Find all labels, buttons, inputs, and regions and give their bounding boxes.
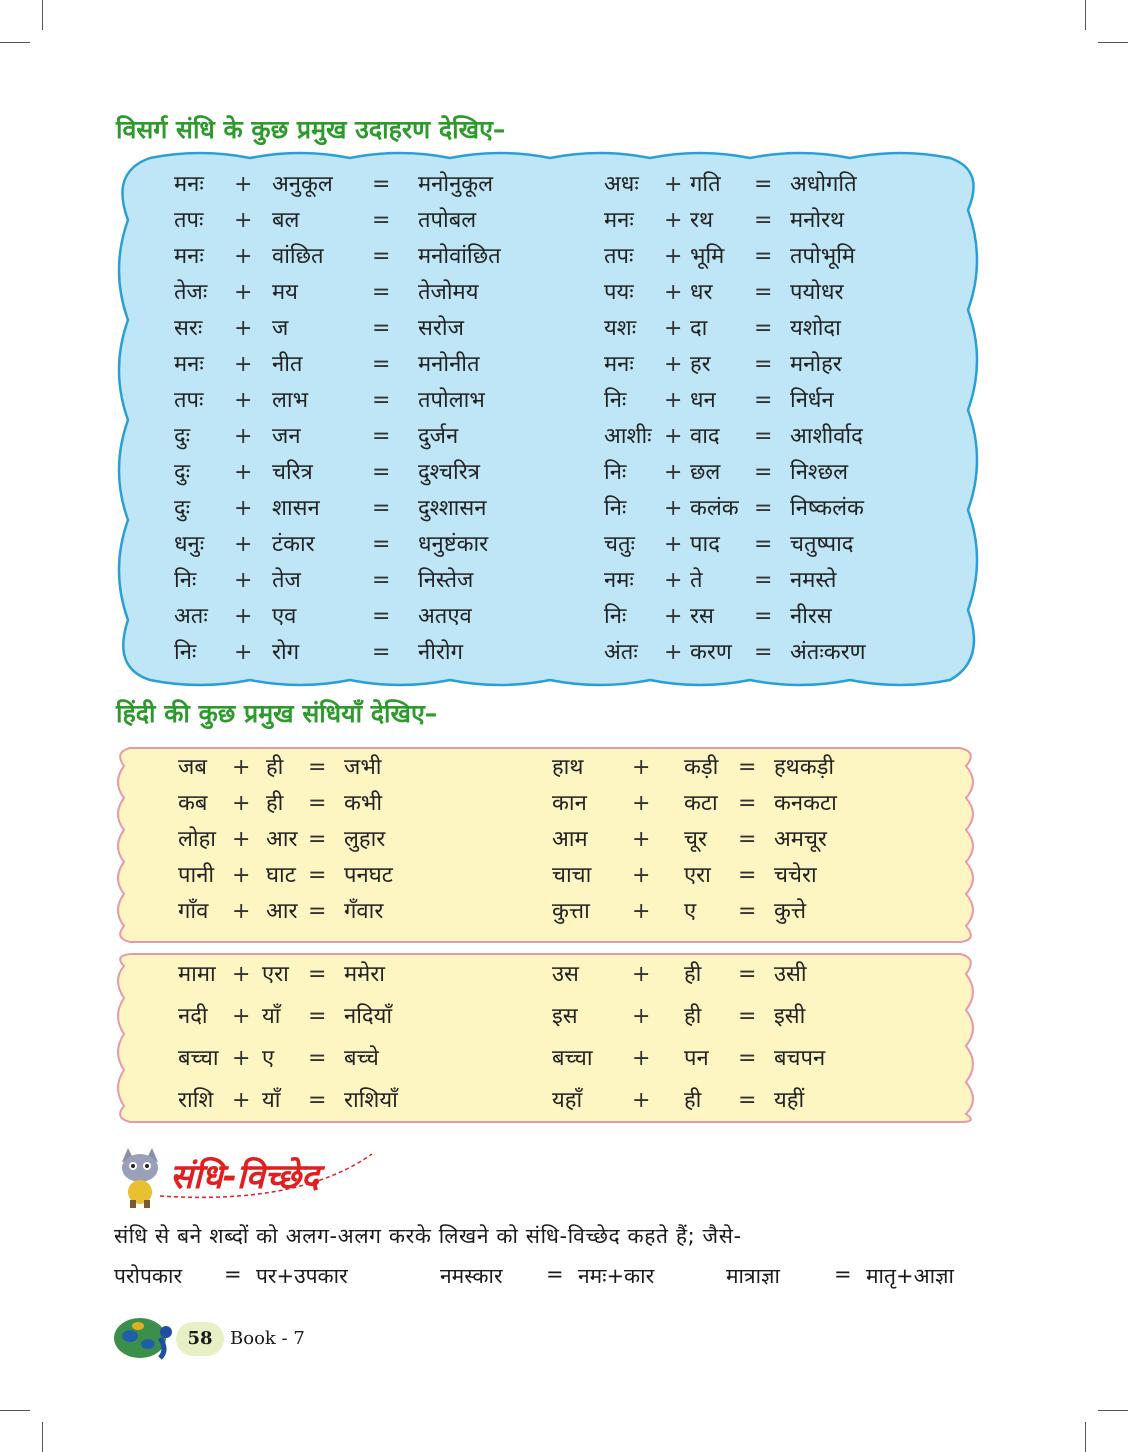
- equals-sign: =: [754, 604, 773, 629]
- sandhi-row: [0, 204, 1128, 238]
- plus-sign: +: [232, 1088, 251, 1113]
- result-left: तपोलाभ: [418, 388, 485, 413]
- equals-sign: =: [754, 640, 773, 665]
- result-left: अतएव: [418, 604, 472, 629]
- result-left: निस्तेज: [418, 568, 474, 593]
- sandhi-row: [0, 564, 1128, 598]
- equals-sign: =: [308, 863, 327, 888]
- equals-sign: =: [754, 424, 773, 449]
- plus-sign: +: [234, 352, 253, 377]
- plus-sign: +: [234, 568, 253, 593]
- plus-sign: +: [664, 532, 683, 557]
- term-right-1: मनः: [604, 352, 634, 377]
- equals-sign: =: [738, 755, 757, 780]
- term-left-2: एव: [272, 604, 297, 629]
- term-left-2: ज: [272, 316, 289, 341]
- sandhi-viched-title: संधि-विच्छेद: [170, 1157, 319, 1197]
- example-word: मात्राज्ञा: [726, 1264, 780, 1288]
- equals-sign: =: [754, 568, 773, 593]
- equals-sign: =: [754, 244, 773, 269]
- equals-sign: =: [738, 791, 757, 816]
- term-left-2: वांछित: [272, 244, 324, 269]
- example-word: परोपकार: [114, 1264, 183, 1288]
- plus-sign: +: [664, 280, 683, 305]
- cat-mascot-icon: [112, 1148, 168, 1208]
- result-right: कनकटा: [774, 791, 837, 816]
- term-left-1: लोहा: [178, 827, 216, 852]
- term-right-2: धन: [690, 388, 716, 413]
- result-left: जभी: [344, 755, 382, 780]
- equals-sign: =: [308, 962, 327, 987]
- term-right-1: निः: [604, 388, 627, 413]
- term-left-1: दुः: [174, 424, 191, 449]
- result-right: निष्कलंक: [790, 496, 864, 521]
- visarga-heading: विसर्ग संधि के कुछ प्रमुख उदाहरण देखिए–: [116, 115, 506, 144]
- equals-sign: =: [754, 460, 773, 485]
- hindi-heading: हिंदी की कुछ प्रमुख संधियाँ देखिए–: [116, 699, 438, 728]
- term-right-2: वाद: [690, 424, 720, 449]
- result-right: चचेरा: [774, 863, 817, 888]
- equals-sign: =: [308, 1046, 327, 1071]
- result-left: दुश्शासन: [418, 496, 487, 521]
- result-right: अधोगति: [790, 172, 857, 197]
- term-left-2: ए: [262, 1046, 275, 1071]
- equals-sign: =: [754, 532, 773, 557]
- term-right-1: कान: [552, 791, 587, 816]
- equals-sign: =: [754, 496, 773, 521]
- result-left: नीरोग: [418, 640, 463, 665]
- result-left: नदियाँ: [344, 1004, 393, 1029]
- result-right: कुत्ते: [774, 899, 807, 924]
- plus-sign: +: [632, 962, 651, 987]
- result-right: उसी: [774, 962, 807, 987]
- plus-sign: +: [632, 899, 651, 924]
- equals-sign: =: [738, 827, 757, 852]
- term-right-1: अधः: [604, 172, 639, 197]
- term-left-1: मामा: [178, 962, 216, 987]
- term-right-2: रथ: [690, 208, 714, 233]
- term-right-2: हर: [690, 352, 711, 377]
- term-left-2: टंकार: [272, 532, 315, 557]
- term-right-1: निः: [604, 604, 627, 629]
- term-right-2: कटा: [684, 791, 718, 816]
- plus-sign: +: [234, 424, 253, 449]
- sandhi-row: [0, 348, 1128, 382]
- term-left-2: याँ: [262, 1004, 281, 1029]
- term-left-2: चरित्र: [272, 460, 313, 485]
- term-right-1: इस: [552, 1004, 578, 1029]
- equals-sign: =: [372, 244, 391, 269]
- plus-sign: +: [234, 280, 253, 305]
- equals-sign: =: [308, 791, 327, 816]
- term-left-2: आर: [266, 899, 298, 924]
- term-right-2: एरा: [684, 863, 711, 888]
- term-right-1: निः: [604, 496, 627, 521]
- term-left-1: धनुः: [174, 532, 205, 557]
- term-left-2: शासन: [272, 496, 320, 521]
- result-left: बच्चे: [344, 1046, 379, 1071]
- term-left-2: जन: [272, 424, 301, 449]
- result-right: इसी: [774, 1004, 806, 1029]
- equals-sign: =: [308, 899, 327, 924]
- example-split: पर+उपकार: [256, 1264, 348, 1288]
- plus-sign: +: [632, 791, 651, 816]
- plus-sign: +: [232, 827, 251, 852]
- term-right-2: ते: [690, 568, 703, 593]
- result-left: सरोज: [418, 316, 464, 341]
- result-left: दुर्जन: [418, 424, 459, 449]
- equals-sign: =: [738, 863, 757, 888]
- result-left: ममेरा: [344, 962, 386, 987]
- term-left-2: अनुकूल: [272, 172, 333, 197]
- term-left-1: कब: [178, 791, 208, 816]
- result-right: निर्धन: [790, 388, 834, 413]
- term-right-2: दा: [690, 316, 708, 341]
- term-right-2: कलंक: [690, 496, 739, 521]
- plus-sign: +: [664, 208, 683, 233]
- sandhi-viched-definition: संधि से बने शब्दों को अलग-अलग करके लिखने को संधि-विच्छेद कहते हैं; जैसे-: [114, 1224, 742, 1248]
- sandhi-row: [0, 636, 1128, 670]
- result-right: नमस्ते: [790, 568, 837, 593]
- plus-sign: +: [234, 640, 253, 665]
- term-right-1: मनः: [604, 208, 634, 233]
- result-left: राशियाँ: [344, 1088, 398, 1113]
- term-right-1: कुत्ता: [552, 899, 590, 924]
- result-left: तपोबल: [418, 208, 477, 233]
- term-left-1: नदी: [178, 1004, 208, 1029]
- sandhi-row: [0, 823, 1128, 857]
- plus-sign: +: [232, 863, 251, 888]
- plus-sign: +: [664, 388, 683, 413]
- equals-sign: =: [738, 962, 757, 987]
- equals-sign: =: [738, 1088, 757, 1113]
- plus-sign: +: [664, 244, 683, 269]
- plus-sign: +: [234, 316, 253, 341]
- plus-sign: +: [232, 755, 251, 780]
- sandhi-row: [0, 420, 1128, 454]
- plus-sign: +: [664, 568, 683, 593]
- result-right: पयोधर: [790, 280, 844, 305]
- example-split: नमः+कार: [578, 1264, 655, 1288]
- term-left-1: निः: [174, 568, 197, 593]
- result-right: मनोहर: [790, 352, 842, 377]
- plus-sign: +: [234, 172, 253, 197]
- term-right-2: गति: [690, 172, 721, 197]
- sandhi-row: [0, 456, 1128, 490]
- term-left-1: जब: [178, 755, 207, 780]
- peacock-icon: [114, 1318, 172, 1358]
- equals-sign: =: [754, 316, 773, 341]
- plus-sign: +: [632, 863, 651, 888]
- plus-sign: +: [232, 791, 251, 816]
- term-left-1: पानी: [178, 863, 215, 888]
- equals-sign: =: [738, 899, 757, 924]
- equals-sign: =: [372, 496, 391, 521]
- plus-sign: +: [664, 352, 683, 377]
- term-right-2: ए: [684, 899, 697, 924]
- term-right-2: रस: [690, 604, 714, 629]
- term-right-2: ही: [684, 1004, 702, 1029]
- equals-sign: =: [372, 208, 391, 233]
- term-left-2: एरा: [262, 962, 289, 987]
- term-right-2: कड़ी: [684, 755, 719, 780]
- term-left-1: दुः: [174, 496, 191, 521]
- plus-sign: +: [232, 899, 251, 924]
- term-right-2: धर: [690, 280, 713, 305]
- term-left-2: आर: [266, 827, 298, 852]
- term-right-1: आशीः: [604, 424, 652, 449]
- equals-sign: =: [372, 532, 391, 557]
- term-left-2: लाभ: [272, 388, 309, 413]
- term-left-1: बच्चा: [178, 1046, 219, 1071]
- equals-sign: =: [372, 460, 391, 485]
- equals-sign: =: [738, 1046, 757, 1071]
- term-left-1: गाँव: [178, 899, 209, 924]
- sandhi-row: [0, 895, 1128, 929]
- result-right: चतुष्पाद: [790, 532, 854, 557]
- term-left-1: अतः: [174, 604, 208, 629]
- result-left: मनोनीत: [418, 352, 480, 377]
- equals-sign: =: [754, 280, 773, 305]
- term-right-2: भूमि: [690, 244, 725, 269]
- sandhi-row: [0, 859, 1128, 893]
- term-right-1: आम: [552, 827, 588, 852]
- term-right-1: अंतः: [604, 640, 638, 665]
- term-left-2: ही: [266, 755, 284, 780]
- term-left-2: ही: [266, 791, 284, 816]
- result-left: गँवार: [344, 899, 384, 924]
- plus-sign: +: [234, 208, 253, 233]
- equals-sign: =: [372, 640, 391, 665]
- term-right-2: ही: [684, 962, 702, 987]
- plus-sign: +: [664, 424, 683, 449]
- sandhi-row: [0, 528, 1128, 562]
- term-left-1: मनः: [174, 244, 204, 269]
- plus-sign: +: [632, 755, 651, 780]
- term-right-2: पाद: [690, 532, 720, 557]
- plus-sign: +: [234, 460, 253, 485]
- equals-sign: =: [308, 1004, 327, 1029]
- sandhi-row: [0, 600, 1128, 634]
- equals-sign: =: [308, 755, 327, 780]
- sandhi-row: [0, 787, 1128, 821]
- plus-sign: +: [234, 604, 253, 629]
- equals-sign: =: [372, 568, 391, 593]
- sandhi-row: [0, 276, 1128, 310]
- equals-sign: =: [738, 1004, 757, 1029]
- plus-sign: +: [632, 827, 651, 852]
- result-left: पनघट: [344, 863, 393, 888]
- equals-sign: =: [372, 388, 391, 413]
- example-word: नमस्कार: [440, 1264, 503, 1288]
- term-left-2: मय: [272, 280, 298, 305]
- term-left-2: घाट: [266, 863, 296, 888]
- term-right-1: नमः: [604, 568, 634, 593]
- result-right: नीरस: [790, 604, 832, 629]
- result-left: लुहार: [344, 827, 386, 852]
- equals-sign: =: [372, 316, 391, 341]
- plus-sign: +: [234, 244, 253, 269]
- term-left-1: निः: [174, 640, 197, 665]
- result-right: हथकड़ी: [774, 755, 835, 780]
- result-right: यहीं: [774, 1088, 805, 1113]
- sandhi-row: [0, 1084, 1128, 1118]
- sandhi-row: [0, 1042, 1128, 1076]
- result-right: निश्छल: [790, 460, 848, 485]
- sandhi-row: [0, 492, 1128, 526]
- plus-sign: +: [632, 1004, 651, 1029]
- result-left: दुश्चरित्र: [418, 460, 480, 485]
- sandhi-row: [0, 751, 1128, 785]
- term-right-1: उस: [552, 962, 579, 987]
- term-right-1: चाचा: [552, 863, 592, 888]
- result-left: तेजोमय: [418, 280, 479, 305]
- result-right: अमचूर: [774, 827, 827, 852]
- equals-sign: =: [372, 172, 391, 197]
- term-right-2: छल: [690, 460, 721, 485]
- equals-sign: =: [372, 424, 391, 449]
- sandhi-row: [0, 1000, 1128, 1034]
- term-left-2: याँ: [262, 1088, 281, 1113]
- result-right: अंतःकरण: [790, 640, 866, 665]
- result-left: धनुष्टंकार: [418, 532, 489, 557]
- result-left: मनोनुकूल: [418, 172, 494, 197]
- term-left-1: मनः: [174, 352, 204, 377]
- sandhi-row: [0, 312, 1128, 346]
- result-left: कभी: [344, 791, 383, 816]
- term-right-2: ही: [684, 1088, 702, 1113]
- plus-sign: +: [664, 604, 683, 629]
- result-right: आशीर्वाद: [790, 424, 863, 449]
- plus-sign: +: [664, 316, 683, 341]
- sandhi-row: [0, 958, 1128, 992]
- equals-sign: =: [754, 388, 773, 413]
- equals-sign: =: [372, 352, 391, 377]
- term-right-1: पयः: [604, 280, 634, 305]
- term-right-1: निः: [604, 460, 627, 485]
- plus-sign: +: [234, 388, 253, 413]
- term-left-1: राशि: [178, 1088, 214, 1113]
- term-left-1: मनः: [174, 172, 204, 197]
- result-right: यशोदा: [790, 316, 841, 341]
- equals-sign: =: [308, 827, 327, 852]
- term-right-2: पन: [684, 1046, 709, 1071]
- term-left-2: बल: [272, 208, 300, 233]
- plus-sign: +: [664, 172, 683, 197]
- term-left-1: तपः: [174, 388, 204, 413]
- equals-sign: =: [754, 172, 773, 197]
- result-right: तपोभूमि: [790, 244, 856, 269]
- plus-sign: +: [232, 1046, 251, 1071]
- equals-sign: =: [834, 1262, 852, 1286]
- plus-sign: +: [232, 962, 251, 987]
- page-number: 58: [176, 1322, 224, 1356]
- example-split: मातृ+आज्ञा: [866, 1264, 954, 1288]
- term-left-2: रोग: [272, 640, 300, 665]
- term-right-2: करण: [690, 640, 732, 665]
- plus-sign: +: [234, 496, 253, 521]
- plus-sign: +: [664, 496, 683, 521]
- term-left-1: दुः: [174, 460, 191, 485]
- plus-sign: +: [632, 1088, 651, 1113]
- term-right-1: यहाँ: [552, 1088, 583, 1113]
- result-right: बचपन: [774, 1046, 826, 1071]
- plus-sign: +: [234, 532, 253, 557]
- equals-sign: =: [372, 604, 391, 629]
- term-right-1: तपः: [604, 244, 634, 269]
- term-right-1: बच्चा: [552, 1046, 593, 1071]
- plus-sign: +: [632, 1046, 651, 1071]
- equals-sign: =: [308, 1088, 327, 1113]
- equals-sign: =: [224, 1262, 242, 1286]
- equals-sign: =: [754, 208, 773, 233]
- term-left-1: तेजः: [174, 280, 208, 305]
- sandhi-row: [0, 240, 1128, 274]
- result-right: मनोरथ: [790, 208, 845, 233]
- plus-sign: +: [232, 1004, 251, 1029]
- term-left-2: तेज: [272, 568, 301, 593]
- equals-sign: =: [546, 1262, 564, 1286]
- equals-sign: =: [754, 352, 773, 377]
- term-left-1: सरः: [174, 316, 203, 341]
- plus-sign: +: [664, 460, 683, 485]
- term-left-2: नीत: [272, 352, 303, 377]
- term-right-1: यशः: [604, 316, 637, 341]
- plus-sign: +: [664, 640, 683, 665]
- term-right-2: चूर: [684, 827, 707, 852]
- term-right-1: चतुः: [604, 532, 635, 557]
- result-left: मनोवांछित: [418, 244, 501, 269]
- term-left-1: तपः: [174, 208, 204, 233]
- term-right-1: हाथ: [552, 755, 584, 780]
- book-label: Book - 7: [230, 1328, 305, 1349]
- sandhi-row: [0, 384, 1128, 418]
- sandhi-row: [0, 168, 1128, 202]
- equals-sign: =: [372, 280, 391, 305]
